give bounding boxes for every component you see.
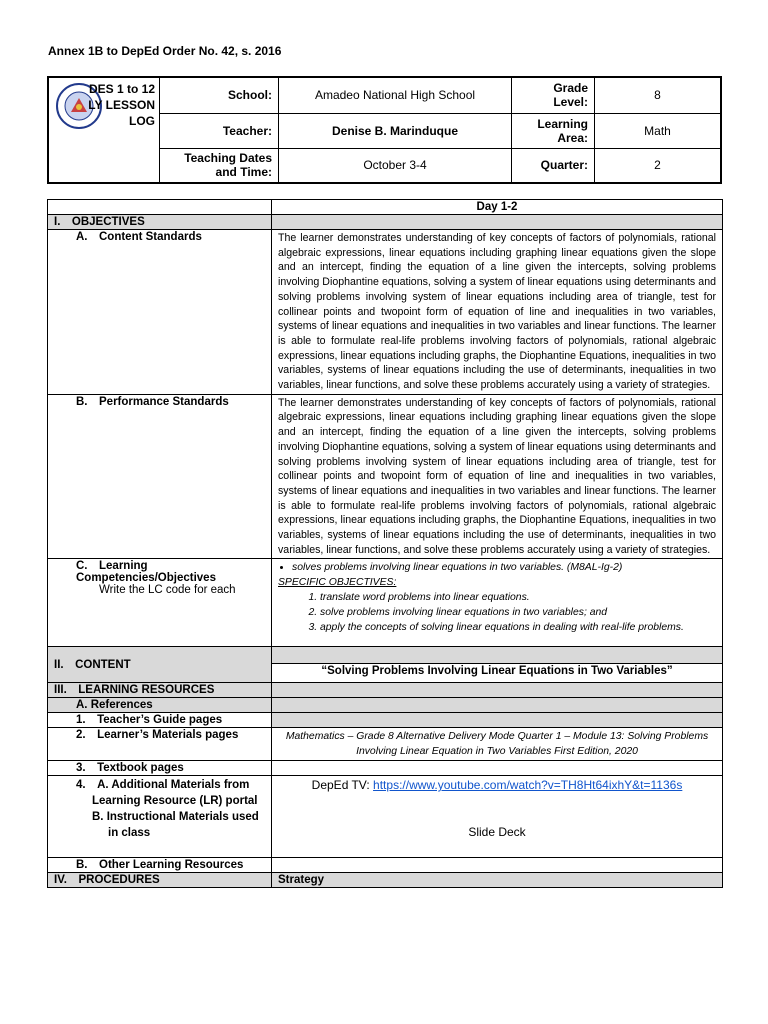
references-label: A. References xyxy=(48,698,272,713)
teachers-guide-label: 1. Teacher’s Guide pages xyxy=(48,713,272,728)
content-standards-text: The learner demonstrates understanding of key concepts of factors of polynomials, rational algebraic expressions, linear equations including graphing linear equations given the slope and an intercept, finding the equation of a line given the intercepts, solving problems involving Diophantine equations, solving a system of linear equations using determinants and solving problems involving system of linear equations including area of triangle, test for collinear points and twopoint form of equation of line and inequalities in two variables, systems of linear equations and inequalities in two variables and linear functions. The learner is able to formulate real-life problems involving factors of polynomials, rational algebraic expressions, linear equations including graphs, the Diophantine Equations, inequalities in two variables, systems of linear equations including the use of determinants, inequalities in two variables, linear functions, and solve these problems accurately using a variety of strategies. xyxy=(272,230,723,395)
procedures-heading: IV. PROCEDURES xyxy=(48,873,272,888)
school-value: Amadeo National High School xyxy=(279,77,512,113)
performance-standards-label: B. Performance Standards xyxy=(48,394,272,559)
grade-value: 8 xyxy=(595,77,722,113)
content-text: “Solving Problems Involving Linear Equations in Two Variables” xyxy=(321,665,673,678)
lc-main: • solves problems involving linear equations in two variables. (M8AL-Ig-2) xyxy=(292,560,716,575)
grade-label: Grade Level: xyxy=(512,77,595,113)
annex-title: Annex 1B to DepEd Order No. 42, s. 2016 xyxy=(48,44,282,58)
strategy-label: Strategy xyxy=(272,873,723,888)
slide-deck: Slide Deck xyxy=(468,825,526,840)
title-cell xyxy=(48,77,160,183)
lc-item-2: 2. solve problems involving linear equations in two variables; and xyxy=(320,605,716,620)
additional-materials-label: 4. A. Additional Materials from Learning Resource (LR) portal xyxy=(76,779,258,808)
quarter-value: 2 xyxy=(595,148,722,183)
teacher-value: Denise B. Marinduque xyxy=(279,113,512,148)
learners-materials-text: Mathematics – Grade 8 Alternative Delivery Mode Quarter 1 – Module 13: Solving Problems Involving Linear Equation in Two Variables First Edition, 2020 xyxy=(272,728,723,761)
lc-item-1: 1. translate word problems into linear equations. xyxy=(320,590,716,605)
area-label: Learning Area: xyxy=(512,113,595,148)
teacher-label: Teacher: xyxy=(160,113,279,148)
lc-content xyxy=(272,559,723,647)
deped-tv-label: DepEd TV: xyxy=(311,778,370,793)
area-value: Math xyxy=(595,113,722,148)
lc-item-3: 3. apply the concepts of solving linear equations in dealing with real-life problems. xyxy=(320,620,716,635)
textbook-label: 3. Textbook pages xyxy=(48,761,272,776)
dates-label: Teaching Dates and Time: xyxy=(160,148,279,183)
lc-label: C. Learning Competencies/Objectives xyxy=(76,560,216,585)
dates-value: October 3-4 xyxy=(279,148,512,183)
school-label: School: xyxy=(160,77,279,113)
title-line-3: LOG xyxy=(129,114,155,128)
performance-standards-text: The learner demonstrates understanding of key concepts of factors of polynomials, rational algebraic expressions, linear equations including graphing linear equations given the slope and an intercept, finding the equation of a line given the intercepts, solving problems involving Diophantine equations, solving a system of linear equations using determinants and solving problems involving system of linear equations including area of triangle, test for collinear points and twopoint form of equation of line and inequalities in two variables, systems of linear equations and inequalities in two variables and linear functions. The learner is able to formulate real-life problems involving factors of polynomials, rational algebraic expressions, linear equations including graphs, the Diophantine Equations, inequalities in two variables, systems of linear equations including the use of determinants, inequalities in two variables, linear functions, and solve these problems accurately using a variety of strategies. xyxy=(272,394,723,559)
title-line-2: LY LESSON xyxy=(88,98,155,112)
learners-materials-label: 2. Learner’s Materials pages xyxy=(48,728,272,761)
other-resources-label: B. Other Learning Resources xyxy=(48,858,272,873)
day-header: Day 1-2 xyxy=(272,200,723,215)
content-standards-label: A. Content Standards xyxy=(48,230,272,395)
lesson-table xyxy=(47,199,723,888)
objectives-heading: I. OBJECTIVES xyxy=(48,215,272,230)
instructional-materials-label: B. Instructional Materials used in class xyxy=(92,811,259,840)
quarter-label: Quarter: xyxy=(512,148,595,183)
lc-specific: SPECIFIC OBJECTIVES: xyxy=(278,577,397,589)
title-line-1: DES 1 to 12 xyxy=(88,82,155,96)
lc-sub: Write the LC code for each xyxy=(99,584,236,597)
deped-tv-link[interactable]: https://www.youtube.com/watch?v=TH8Ht64ixhY&t=1136s xyxy=(373,778,683,793)
content-heading: II. CONTENT xyxy=(48,647,272,683)
header-table xyxy=(47,76,722,184)
resources-heading: III. LEARNING RESOURCES xyxy=(48,683,272,698)
